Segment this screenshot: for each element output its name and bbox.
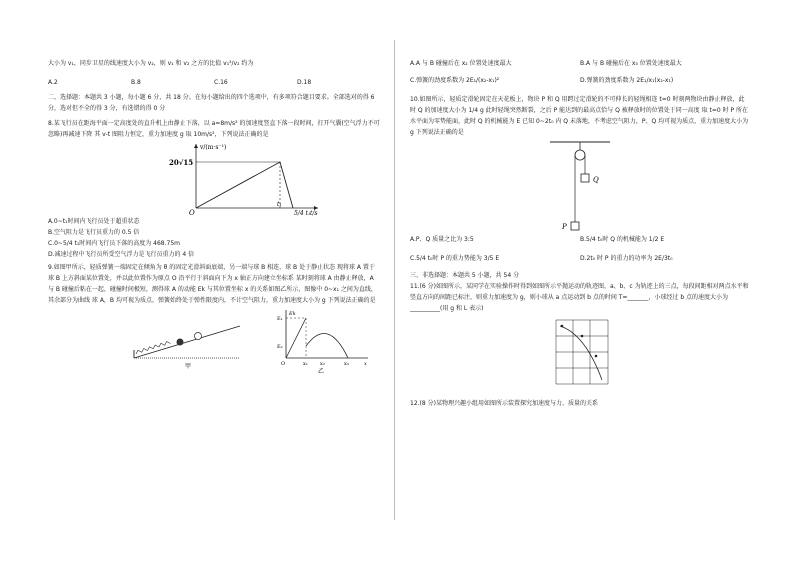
q9-yi-ylabel: Ek <box>289 311 296 317</box>
q9-yi-x3: x₃ <box>344 361 349 367</box>
q8-ylabel: v/(m·s⁻¹) <box>200 144 227 151</box>
q12-stem: 12.(8 分)某物理兴趣小组用如图所示装置探究加速度与力、质量的关系 <box>410 400 598 407</box>
q9-fig-yi-label: 乙 <box>318 368 325 375</box>
q10-option-b[interactable]: B.5/4 t₀时 Q 的机械能为 1/2 E <box>580 236 665 243</box>
q9-yi-x1: x₁ <box>303 361 308 367</box>
q9-yi-e2: E₂ <box>277 344 283 350</box>
section-2-heading: 二、选择题：本题共 3 小题，每小题 6 分，共 18 分。在每小题给出的四个选项中，有多项符合题目要求。全部选对的得 6 分，选对但不全的得 3 分，有选错的得 0 分 <box>48 94 375 112</box>
q8-t1: t₁ <box>277 201 282 208</box>
q9-yi-x: x <box>364 361 367 367</box>
q9-yi-o: O <box>281 361 286 367</box>
q8-xlabel: t/s <box>310 210 318 216</box>
q9-option-a[interactable]: A.A 与 B 碰撞后在 x₂ 位置处速度最大 <box>410 60 512 67</box>
q8-vt-graph <box>48 140 380 216</box>
q10-option-d[interactable]: D.2t₀ 时 P 的重力的功率为 2E/3t₀ <box>580 255 673 262</box>
q9-yi-x2: x₂ <box>320 361 325 367</box>
q9-options-row1 <box>410 58 750 69</box>
q10-label-p: P <box>562 223 567 231</box>
q8-t2: 5/4 t₁ <box>294 210 311 216</box>
q10-options-row1 <box>410 234 750 245</box>
q7-option-d[interactable]: D.18 <box>297 79 312 86</box>
q10-stem: 10.如图所示，轻质定滑轮固定在天花板上，物块 P 和 Q 用跨过定滑轮的不可伸长的轻绳相连 t=0 时刻两物块由静止释放，此时 Q 的加速度大小为 1/4 g 此时轻绳突然断裂，之后 P 能达到的最高点恰与 Q 被释放时的位置处于同一高度 取 t=0 时 P 所在水平面为零势能面，此时 Q 的机械能为 E 已知 0~2t₀ 内 Q 未落地，不考虑空气阻力，P、Q 均可视为质点，重力加速度大小为 g 下列说法正确的是 <box>410 96 749 136</box>
q10-options-row2 <box>410 253 750 264</box>
q7-option-c[interactable]: C.16 <box>214 79 228 86</box>
q9-options-row2 <box>410 75 750 86</box>
q8-option-a[interactable]: A.0~t₁时间内飞行员处于超重状态 <box>48 218 140 225</box>
q9-option-c[interactable]: C.弹簧的劲度系数为 2E₁/(x₂-x₁)² <box>410 77 500 84</box>
q10-option-a[interactable]: A.P、Q 质量之比为 3:5 <box>410 236 474 243</box>
q9-fig-jia <box>134 326 240 370</box>
q9-fig-jia-label: 甲 <box>185 363 192 370</box>
q7-options <box>48 77 380 88</box>
q7-tail: 大小为 v₁，同步卫星的线速度大小为 v₂，则 v₁ 和 v₂ 之方的比值 v₁²/v₂ 约为 <box>48 60 254 67</box>
q10-option-c[interactable]: C.5/4 t₀时 P 的重力势能为 3/5 E <box>410 255 500 262</box>
q8-option-d[interactable]: D.减速过程中飞行员所受空气浮力是飞行员重力的 4 倍 <box>48 251 195 258</box>
q7-option-b[interactable]: B.8 <box>131 79 141 86</box>
q10-pulley-figure <box>410 138 750 234</box>
left-column <box>48 58 380 376</box>
q9-figures <box>48 306 380 376</box>
q11-trajectory-grid <box>410 314 750 392</box>
q10-label-q: Q <box>593 176 599 184</box>
right-column <box>410 58 750 409</box>
q8-option-b[interactable]: B.空气阻力是飞行员重力的 0.5 倍 <box>48 229 140 236</box>
q9-fig-yi <box>277 310 368 375</box>
q8-origin: O <box>189 209 195 216</box>
q8-option-c[interactable]: C.0~5/4 t₁时间内飞行员下落的高度为 468.75m <box>48 240 181 247</box>
section-3-heading: 三、非选择题：本题共 5 小题，共 54 分 <box>410 272 520 279</box>
q9-yi-e1: E₁ <box>277 316 283 322</box>
q9-stem: 9.如图甲所示，轻质弹簧一端固定在倾角为 θ 的固定光滑斜面底端，另一端与球 B 相连，球 B 处于静止状态 现将球 A 置于球 B 上方斜面某位置处，并以此位置作为原点 O 沿平行于斜面向下为 x 轴正方向建立坐标系 某时刻将球 A 由静止释放，A 与 B 碰撞后粘在一起，碰撞时间极短，测得球 A 的动能 Ek 与其位置坐标 x 的关系如图乙所示，图像中 0~x₁ 之间为直线，其余部分为曲线 球 A，B 均可视为质点，弹簧始终处于弹性限度内，不计空气阻力，重力加速度大小为 g 下列说法正确的是 <box>48 264 377 304</box>
q8-ytick: 20√15 <box>169 158 194 167</box>
column-divider <box>394 40 395 520</box>
q7-option-a[interactable]: A.2 <box>48 79 58 86</box>
q8-stem: 8.某飞行员在距海平面一定高度处的直升机上由静止下落，以 a=8m/s² 的加速度竖直下落一段时间，打开气囊(空气浮力不可忽略)再减速下降 其 v-t 图阻力恒定，重力加速度 g 取 10m/s²，下列说法正确的是 <box>48 120 380 138</box>
q9-option-b[interactable]: B.A 与 B 碰撞后在 x₃ 位置处速度最大 <box>580 60 682 67</box>
q9-option-d[interactable]: D.弹簧的劲度系数为 2E₁/x₁(x₂-x₁) <box>580 77 674 84</box>
q11-stem: 11.(6 分)如图所示，某同学在实验操作时得到如图所示平抛运动的轨迹图，a、b、c 为轨迹上的三点，每段间距相对两点水平和竖直方向的间距已标注，则重力加速度为 g，则小球从 a 点运动到 b 点的时间 T=_______，小球经过 b 点的速度大小为__________(用 g 和 L 表示) <box>410 283 749 312</box>
